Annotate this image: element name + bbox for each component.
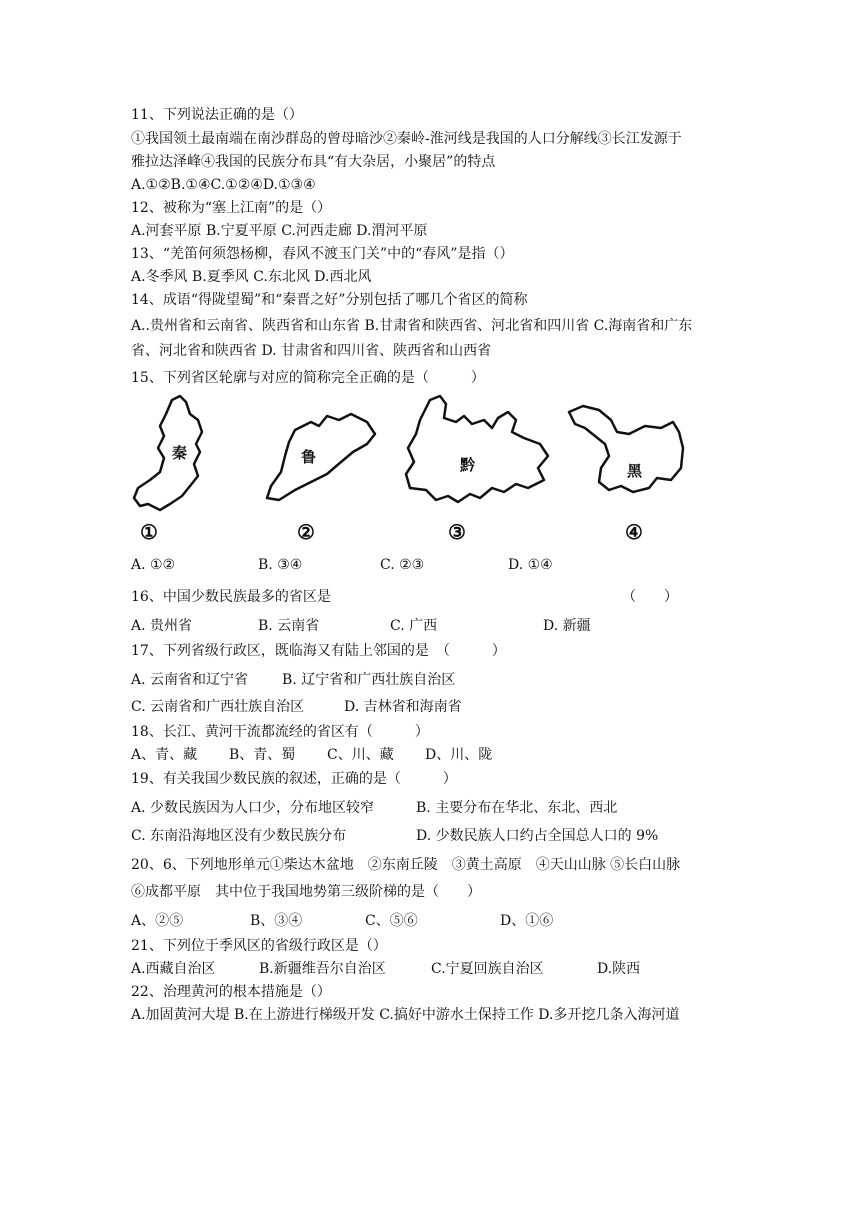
q16-option-b: B. 云南省	[258, 618, 320, 634]
q15-stem: 15、下列省区轮廓与对应的简称完全正确的是（ ）	[131, 370, 485, 386]
map-number-1: ①	[140, 520, 158, 544]
q21-option-d: D.陕西	[597, 961, 641, 977]
q19-stem: 19、有关我国少数民族的叙述，正确的是（ ）	[131, 771, 457, 787]
q18-option-b: B、青、蜀	[229, 747, 296, 763]
q15-option-c: C. ②③	[380, 557, 425, 573]
q18-stem: 18、长江、黄河干流都流经的省区有（ ）	[131, 724, 429, 740]
map-label-qian: 黔	[460, 456, 476, 474]
q13-options: A.冬季风 B.夏季风 C.东北风 D.西北风	[131, 269, 372, 285]
q17-option-a: A. 云南省和辽宁省	[131, 672, 249, 688]
q11-statement-line1: ①我国领土最南端在南沙群岛的曾母暗沙②秦岭-淮河线是我国的人口分解线③长江发源于	[131, 131, 682, 147]
q16-option-a: A. 贵州省	[131, 618, 193, 634]
q16-stem: 16、中国少数民族最多的省区是	[131, 589, 331, 605]
q18-option-c: C、川、藏	[327, 747, 394, 763]
q16-option-c: C. 广西	[390, 618, 438, 634]
map-label-qin: 秦	[172, 444, 188, 462]
q19-option-a: A. 少数民族因为人口少，分布地区较窄	[131, 800, 375, 816]
q21-option-b: B.新疆维吾尔自治区	[259, 961, 386, 977]
q19-option-d: D. 少数民族人口约占全国总人口的 9%	[416, 828, 659, 844]
q14-options-line1: A..贵州省和云南省、陕西省和山东省 B.甘肃省和陕西省、河北省和四川省 C.海南省和广东	[131, 318, 693, 334]
q15-option-d: D. ①④	[508, 557, 553, 573]
q12-options: A.河套平原 B.宁夏平原 C.河西走廊 D.渭河平原	[131, 223, 428, 239]
q18-option-a: A、青、藏	[131, 747, 198, 763]
q15-option-a: A. ①②	[131, 557, 176, 573]
map-number-3: ③	[448, 520, 466, 544]
map-yunnan-outline	[400, 392, 560, 552]
q20-option-c: C、⑤⑥	[365, 913, 418, 929]
q16-answer-blank: （ ）	[622, 589, 678, 605]
q20-stem-line2: ⑥成都平原 其中位于我国地势第三级阶梯的是（ ）	[131, 884, 481, 900]
q20-option-d: D、①⑥	[500, 913, 554, 929]
q14-options-line2: 省、河北省和陕西省 D. 甘肃省和四川省、陕西省和山西省	[131, 343, 492, 359]
map-shaanxi-outline	[120, 392, 240, 552]
q13-stem: 13、“羌笛何须怨杨柳，春风不渡玉门关”中的“春风”是指（）	[131, 246, 514, 262]
map-number-4: ④	[625, 520, 643, 544]
map-heilongjiang-outline	[565, 392, 700, 552]
q16-option-d: D. 新疆	[543, 618, 591, 634]
q20-option-b: B、③④	[250, 913, 303, 929]
q11-stem: 11、下列说法正确的是（）	[131, 107, 303, 123]
q21-stem: 21、下列位于季风区的省级行政区是（）	[131, 938, 387, 954]
map-shandong-outline	[255, 392, 385, 552]
q22-options: A.加固黄河大堤 B.在上游进行梯级开发 C.搞好中游水土保持工作 D.多开挖几条入海河道	[131, 1007, 680, 1023]
map-label-lu: 鲁	[301, 448, 317, 466]
province-outline-maps	[120, 392, 700, 552]
map-number-2: ②	[297, 520, 315, 544]
yunnan-outline-icon	[400, 392, 560, 517]
map-label-hei: 黑	[627, 462, 643, 480]
q11-options: A.①②B.①④C.①②④D.①③④	[131, 177, 316, 193]
q14-stem: 14、成语“得陇望蜀”和“秦晋之好”分别包括了哪几个省区的简称	[131, 292, 528, 308]
q17-option-c: C. 云南省和广西壮族自治区	[131, 699, 305, 715]
q20-stem-line1: 20、6、下列地形单元①柴达木盆地 ②东南丘陵 ③黄土高原 ④天山山脉 ⑤长白山脉	[131, 857, 681, 873]
q19-option-b: B. 主要分布在华北、东北、西北	[416, 800, 618, 816]
q15-option-b: B. ③④	[258, 557, 303, 573]
q22-stem: 22、治理黄河的根本措施是（）	[131, 984, 331, 1000]
q17-option-b: B. 辽宁省和广西壮族自治区	[282, 672, 456, 688]
q17-stem: 17、下列省级行政区，既临海又有陆上邻国的是 （ ）	[131, 643, 506, 659]
q19-option-c: C. 东南沿海地区没有少数民族分布	[131, 828, 347, 844]
q21-option-a: A.西藏自治区	[131, 961, 216, 977]
shandong-outline-icon	[255, 392, 385, 517]
heilongjiang-outline-icon	[565, 392, 700, 517]
q11-statement-line2: 雅拉达泽峰④我国的民族分布具“有大杂居，小聚居”的特点	[131, 154, 496, 170]
q18-option-d: D、川、陇	[425, 747, 493, 763]
q12-stem: 12、被称为“塞上江南”的是（）	[131, 200, 332, 216]
q21-option-c: C.宁夏回族自治区	[431, 961, 544, 977]
q17-option-d: D. 吉林省和海南省	[344, 699, 462, 715]
q20-option-a: A、②⑤	[131, 913, 184, 929]
